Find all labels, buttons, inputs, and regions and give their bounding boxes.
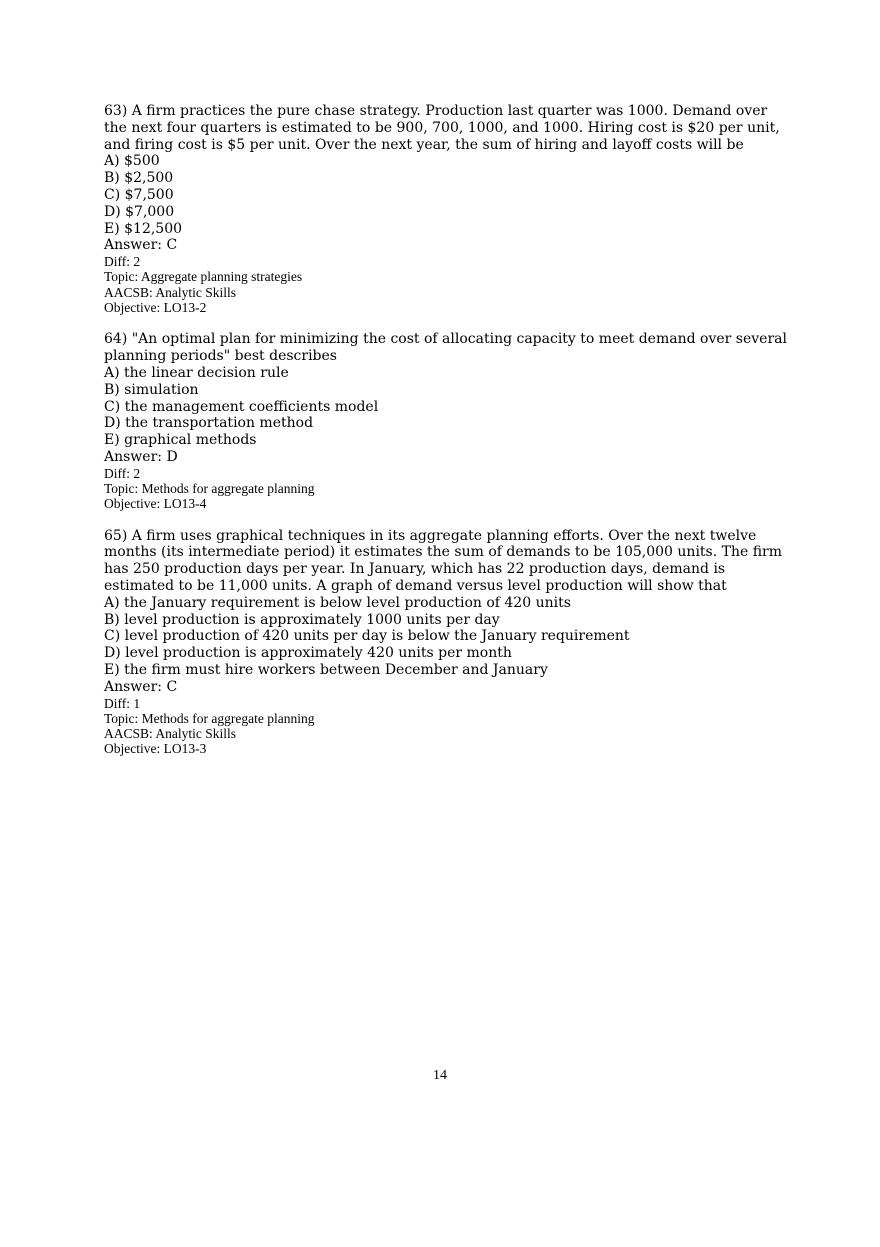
answer-line: Answer: C (104, 678, 178, 695)
question-65 (104, 528, 794, 757)
difficulty: Diff: 2 (104, 254, 141, 270)
option-e: E) graphical methods (104, 432, 257, 449)
difficulty: Diff: 2 (104, 465, 141, 481)
option-e: E) the firm must hire workers between December and January (104, 662, 548, 678)
topic: Topic: Methods for aggregate planning (104, 481, 315, 497)
topic: Topic: Methods for aggregate planning (104, 710, 315, 726)
aacsb: AACSB: Analytic Skills (104, 284, 237, 300)
document-page (104, 103, 794, 773)
question-stem: 65) A firm uses graphical techniques in its aggregate planning efforts. Over the next twelve months (its intermediate period) it estimates the sum of demands to be 105,000 units. The firm has 250 production days per year. In January, which has 22 production days, demand is estimated to be 11,000 units. A graph of demand versus level production will show that (104, 527, 783, 595)
answer-options (104, 595, 794, 679)
answer-line: Answer: D (104, 448, 178, 465)
option-b: B) level production is approximately 1000 units per day (104, 611, 500, 628)
question-stem: 64) "An optimal plan for minimizing the cost of allocating capacity to meet demand over several planning periods" best describes (104, 331, 787, 365)
answer-options (104, 153, 794, 237)
topic: Topic: Aggregate planning strategies (104, 269, 303, 285)
question-63 (104, 103, 794, 315)
aacsb: AACSB: Analytic Skills (104, 726, 237, 742)
answer-line: Answer: C (104, 237, 178, 254)
page-number: 14 (433, 1068, 447, 1083)
option-d: D) level production is approximately 420 units per month (104, 645, 512, 662)
question-64 (104, 331, 794, 511)
option-c: C) $7,500 (104, 186, 174, 203)
objective: Objective: LO13-4 (104, 496, 207, 512)
difficulty: Diff: 1 (104, 695, 141, 711)
option-b: B) $2,500 (104, 170, 174, 187)
option-a: A) the linear decision rule (104, 364, 289, 381)
objective: Objective: LO13-3 (104, 741, 207, 757)
question-stem: 63) A firm practices the pure chase strategy. Production last quarter was 1000. Demand over the next four quarters is estimated to be 900, 700, 1000, and 1000. Hiring cost is $20 per unit, and firing cost is $5 per unit. Over the next year, the sum of hiring and layoff costs will be (104, 103, 780, 153)
option-c: C) level production of 420 units per day is below the January requirement (104, 628, 630, 645)
option-e: E) $12,500 (104, 220, 183, 237)
option-d: D) the transportation method (104, 415, 314, 432)
option-a: A) $500 (104, 153, 160, 170)
objective: Objective: LO13-2 (104, 300, 207, 316)
option-a: A) the January requirement is below level production of 420 units (104, 594, 571, 611)
option-c: C) the management coefficients model (104, 398, 379, 415)
answer-options (104, 365, 794, 449)
option-d: D) $7,000 (104, 203, 175, 220)
option-b: B) simulation (104, 381, 199, 398)
